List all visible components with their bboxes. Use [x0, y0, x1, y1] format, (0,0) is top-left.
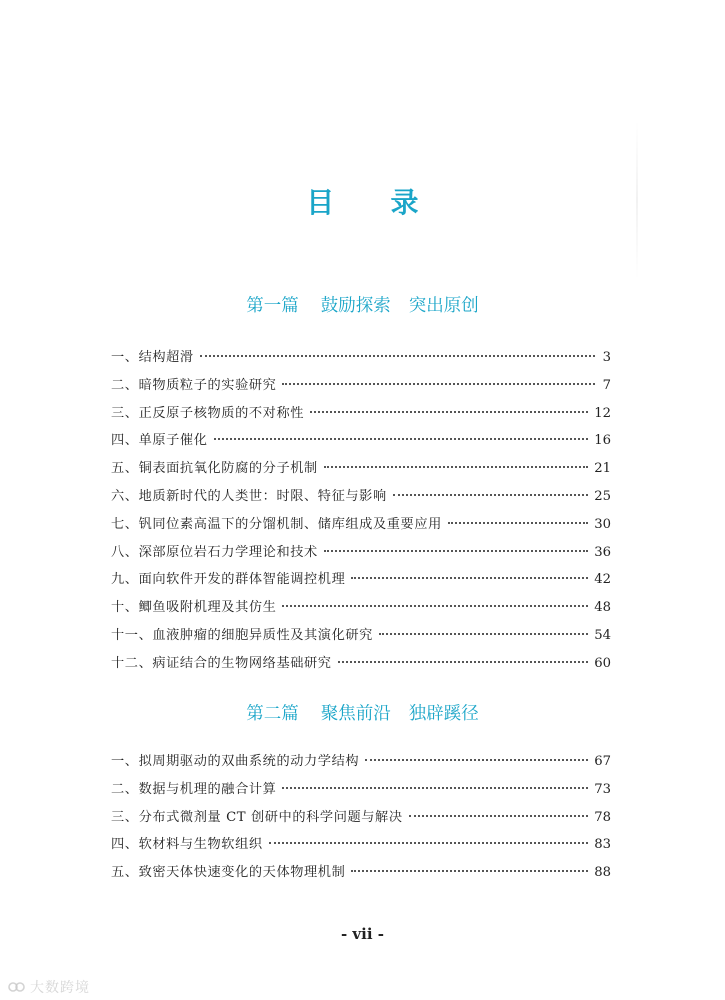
dot-leader: [282, 383, 595, 385]
toc-entry-label: 一、拟周期驱动的双曲系统的动力学结构: [111, 754, 360, 769]
part-2-number: 第二篇: [246, 704, 299, 724]
dot-leader: [351, 577, 588, 579]
toc-entry[interactable]: [111, 804, 611, 832]
toc-entry-page: 54: [594, 627, 611, 643]
toc-entry-label: 三、分布式微剂量 CT 创研中的科学问题与解决: [111, 809, 403, 825]
toc-entry[interactable]: [111, 594, 611, 622]
toc-entry-page: 88: [594, 865, 611, 881]
toc-entry-page: 12: [594, 405, 611, 421]
toc-entry-label: 二、暗物质粒子的实验研究: [111, 377, 277, 393]
toc-entry-label: 四、单原子催化: [111, 433, 208, 449]
toc-entry-page: 7: [602, 377, 611, 393]
toc-entry[interactable]: [111, 831, 611, 859]
dot-leader: [200, 355, 595, 357]
dot-leader: [214, 438, 589, 440]
dot-leader: [351, 870, 588, 872]
toc-entry[interactable]: [111, 455, 611, 483]
toc-entry-label: 四、软材料与生物软组织: [111, 837, 263, 853]
part-1-entries: [111, 344, 611, 678]
toc-entry[interactable]: [111, 539, 611, 567]
toc-entry[interactable]: [111, 400, 611, 428]
toc-entry-page: 60: [594, 655, 611, 671]
dot-leader: [448, 522, 588, 524]
toc-entry[interactable]: [111, 776, 611, 804]
dot-leader: [365, 759, 588, 761]
part-1-theme-b: 突出原创: [408, 296, 479, 316]
toc-entry-page: 21: [594, 461, 611, 477]
dot-leader: [310, 411, 588, 413]
part-1-number: 第一篇: [246, 296, 299, 316]
part-2-entries: [111, 748, 611, 887]
page-number: - vii -: [340, 925, 384, 943]
toc-entry[interactable]: [111, 511, 611, 539]
toc-title: [0, 181, 725, 221]
part-2-heading: [0, 700, 725, 725]
dot-leader: [379, 633, 588, 635]
toc-entry[interactable]: [111, 427, 611, 455]
toc-entry[interactable]: [111, 650, 611, 678]
dot-leader: [409, 815, 589, 817]
toc-entry-page: 67: [594, 754, 611, 769]
toc-entry-page: 48: [594, 600, 611, 616]
toc-entry-page: 42: [594, 572, 611, 588]
toc-entry[interactable]: [111, 748, 611, 776]
toc-entry-label: 六、地质新时代的人类世：时限、特征与影响: [111, 488, 387, 504]
toc-entry-label: 八、深部原位岩石力学理论和技术: [111, 544, 318, 560]
dot-leader: [269, 842, 589, 844]
part-2-theme-b: 独辟蹊径: [408, 704, 479, 724]
toc-entry-label: 五、致密天体快速变化的天体物理机制: [111, 865, 346, 881]
part-1-heading: [0, 292, 725, 317]
watermark: [8, 977, 90, 997]
toc-entry[interactable]: [111, 859, 611, 887]
toc-entry-label: 十一、血液肿瘤的细胞异质性及其演化研究: [111, 627, 373, 643]
watermark-text: 大数跨境: [30, 980, 90, 996]
toc-entry-label: 九、面向软件开发的群体智能调控机理: [111, 572, 346, 588]
toc-entry[interactable]: [111, 372, 611, 400]
toc-entry-page: 25: [594, 488, 611, 504]
dot-leader: [324, 550, 588, 552]
part-1-theme-a: 鼓励探索: [320, 296, 391, 316]
dot-leader: [393, 494, 588, 496]
toc-title-char-2: 录: [390, 186, 419, 219]
toc-entry-page: 78: [594, 809, 611, 825]
toc-entry[interactable]: [111, 483, 611, 511]
toc-entry-label: 三、正反原子核物质的不对称性: [111, 405, 305, 421]
toc-title-char-1: 目: [306, 186, 335, 219]
dot-leader: [282, 787, 588, 789]
toc-entry-page: 30: [594, 516, 611, 532]
toc-entry-label: 五、铜表面抗氧化防腐的分子机制: [111, 461, 318, 477]
toc-entry[interactable]: [111, 566, 611, 594]
toc-entry[interactable]: [111, 344, 611, 372]
dot-leader: [338, 661, 589, 663]
toc-entry[interactable]: [111, 622, 611, 650]
toc-entry-label: 二、数据与机理的融合计算: [111, 781, 277, 797]
dot-leader: [282, 605, 588, 607]
toc-entry-label: 一、结构超滑: [111, 350, 194, 365]
watermark-logo-icon: [8, 980, 26, 994]
toc-entry-label: 七、钒同位素高温下的分馏机制、储库组成及重要应用: [111, 516, 442, 532]
toc-entry-page: 3: [602, 350, 611, 365]
toc-entry-page: 73: [594, 781, 611, 797]
part-2-theme-a: 聚焦前沿: [320, 704, 391, 724]
toc-entry-label: 十二、病证结合的生物网络基础研究: [111, 655, 332, 671]
dot-leader: [324, 466, 588, 468]
toc-entry-page: 36: [594, 544, 611, 560]
toc-entry-page: 83: [594, 837, 611, 853]
toc-entry-page: 16: [594, 433, 611, 449]
toc-entry-label: 十、鲫鱼吸附机理及其仿生: [111, 600, 277, 616]
